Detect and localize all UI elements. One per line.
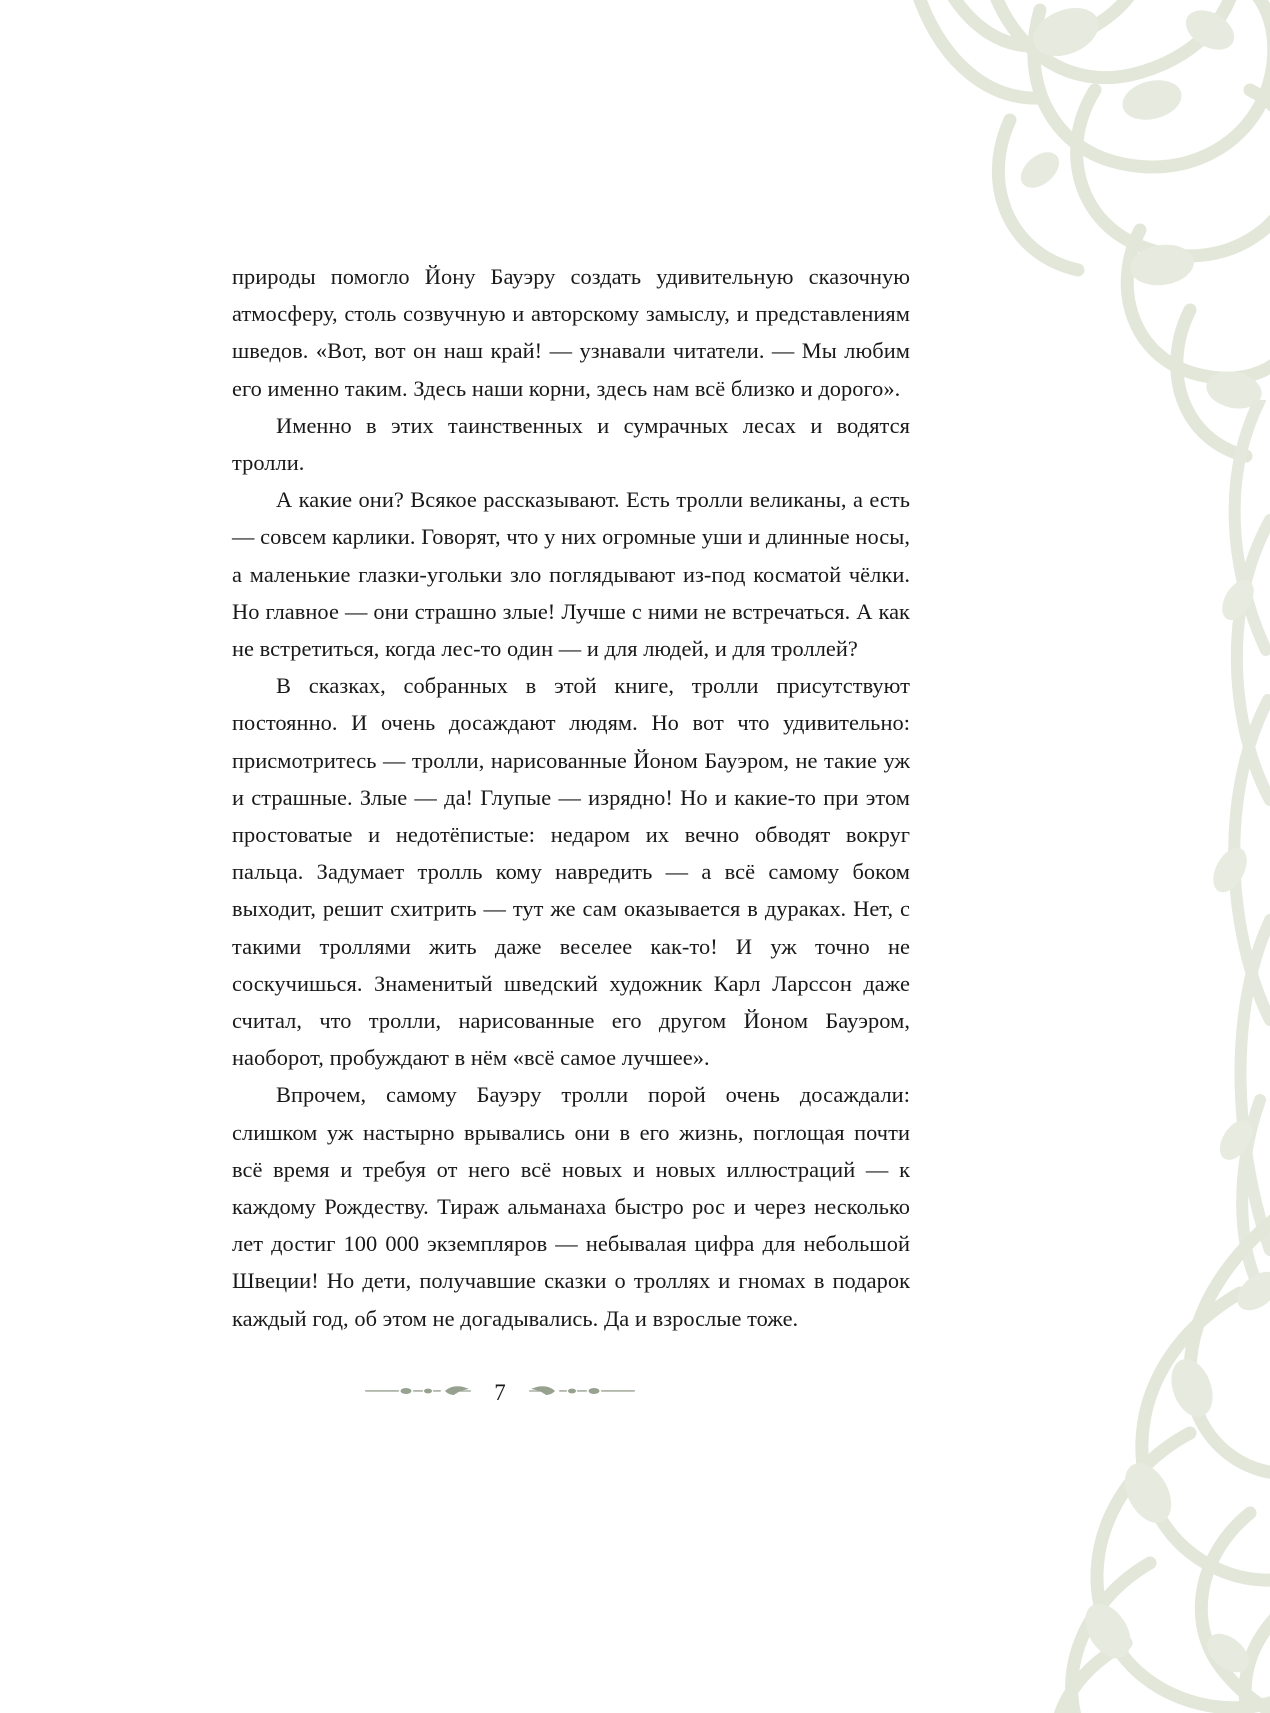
paragraph: В сказках, собранных в этой книге, тролли присутствуют постоянно. И очень досаждают людям. Но вот что удивительно: присмотритесь — тролли, нарисованные Йоном Бауэром, не такие уж и страшные. Злые — да! Глупые — изрядно! Но и какие-то при этом простоватые и недотёпистые: недаром их вечно обводят вокруг пальца. Задумает тролль кому навредить — а всё самому боком выходит, решит схитрить — тут же сам оказывается в дураках. Нет, с такими троллями жить даже веселее как-то! И уж точно не соскучишься. Знаменитый шведский художник Карл Ларссон даже считал, что тролли, нарисованные его другом Йоном Бауэром, наоборот, пробуждают в нём «всё самое лучшее». bbox=[232, 673, 910, 1071]
paragraph: природы помогло Йону Бауэру создать удивительную сказочную атмосферу, столь созвучную и авторскому замыслу, и представлениям шведов. «Вот, вот он наш край! — узнавали читатели. — Мы любим его именно таким. Здесь наши корни, здесь нам всё близко и дорого». bbox=[232, 264, 910, 401]
paragraph: А какие они? Всякое рассказывают. Есть тролли великаны, а есть — совсем карлики. Говорят, что у них огромные уши и длинные носы, а маленькие глазки-угольки зло поглядывают из-под косматой чёлки. Но главное — они страшно злые! Лучше с ними не встречаться. А как не встретиться, когда лес-то один — и для людей, и для троллей? bbox=[232, 487, 910, 662]
paragraph: Именно в этих таинственных и сумрачных лесах и водятся тролли. bbox=[232, 412, 910, 476]
paragraph: Впрочем, самому Бауэру тролли порой очень досаждали: слишком уж настырно врывались они в его жизнь, поглощая почти всё время и требуя от него всё новых и новых иллюстраций — к каждому Рождеству. Тираж альманаха быстро рос и через несколько лет достиг 100 000 экземпляров — небывалая цифра для небольшой Швеции! Но дети, получавшие сказки о троллях и гномах в подарок каждый год, об этом не догадывались. Да и взрослые тоже. bbox=[232, 1082, 910, 1331]
leaf-flourish-right-icon bbox=[525, 1383, 635, 1404]
art-nouveau-ornament-top-right-icon bbox=[890, 0, 1270, 530]
art-nouveau-ornament-right-edge-icon bbox=[1120, 400, 1270, 1300]
page-footer bbox=[0, 1380, 1000, 1406]
leaf-flourish-left-icon bbox=[365, 1383, 475, 1404]
art-nouveau-ornament-bottom-right-icon bbox=[940, 1183, 1270, 1713]
page-number: 7 bbox=[494, 1380, 506, 1405]
body-text-block bbox=[232, 258, 910, 1337]
